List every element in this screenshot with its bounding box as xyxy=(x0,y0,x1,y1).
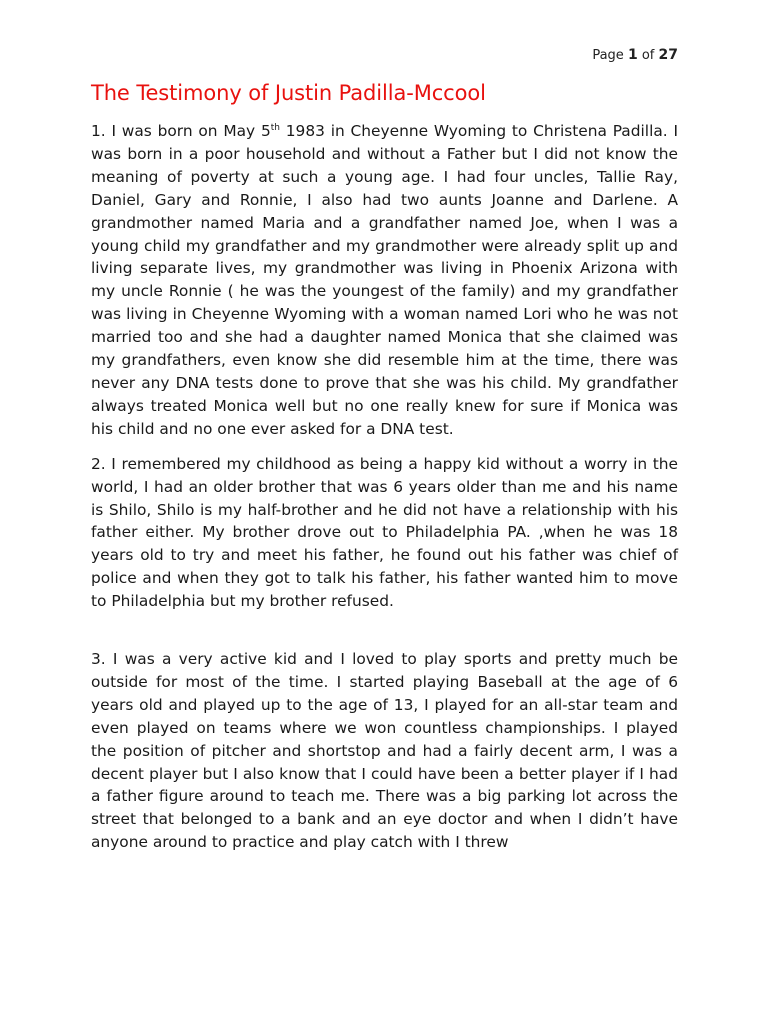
page-label: Page xyxy=(592,48,624,63)
paragraph-1-start: 1. I was born on May 5 xyxy=(91,122,271,140)
paragraph-1 xyxy=(91,120,678,441)
paragraph-1-rest: 1983 in Cheyenne Wyoming to Christena Padilla. I was born in a poor household and without a Father but I did not know the meaning of poverty at such a young age. I had four uncles, Tallie Ray, Daniel, Gary and Ronnie, I also had two aunts Joanne and Darlene. A grandmother named Maria and a grandfather named Joe, when I was a young child my grandfather and my grandmother were already split up and living separate lives, my grandmother was living in Phoenix Arizona with my uncle Ronnie ( he was the youngest of the family) and my grandfather was living in Cheyenne Wyoming with a woman named Lori who he was not married too and she had a daughter named Monica that she claimed was my grandfathers, even know she did resemble him at the time, there was never any DNA tests done to prove that she was his child. My grandfather always treated Monica well but no one really knew for sure if Monica was his child and no one ever asked for a DNA test. xyxy=(91,122,678,438)
paragraph-2: 2. I remembered my childhood as being a happy kid without a worry in the world, I had an older brother that was 6 years older than me and his name is Shilo, Shilo is my half-brother and he did not have a relationship with his father either. My brother drove out to Philadelphia PA. ,when he was 18 years old to try and meet his father, he found out his father was chief of police and when they got to talk his father, his father wanted him to move to Philadelphia but my brother refused. xyxy=(91,454,678,611)
total-pages: 27 xyxy=(658,47,678,63)
document-body xyxy=(91,120,678,854)
paragraph-3: 3. I was a very active kid and I loved to play sports and pretty much be outside for most of the time. I started playing Baseball at the age of 6 years old and played up to the age of 13, I played for an all-star team and even played on teams where we won countless championships. I played the position of pitcher and shortstop and had a fairly decent arm, I was a decent player but I also know that I could have been a better player if I had a father figure around to teach me. There was a big parking lot across the street that belonged to a bank and an eye doctor and when I didn’t have anyone around to practice and play catch with I threw xyxy=(91,650,678,852)
of-label: of xyxy=(641,48,655,63)
page-number xyxy=(592,47,678,63)
document-title: The Testimony of Justin Padilla-Mccool xyxy=(91,81,486,105)
ordinal-suffix: th xyxy=(270,122,280,133)
current-page: 1 xyxy=(627,47,638,63)
